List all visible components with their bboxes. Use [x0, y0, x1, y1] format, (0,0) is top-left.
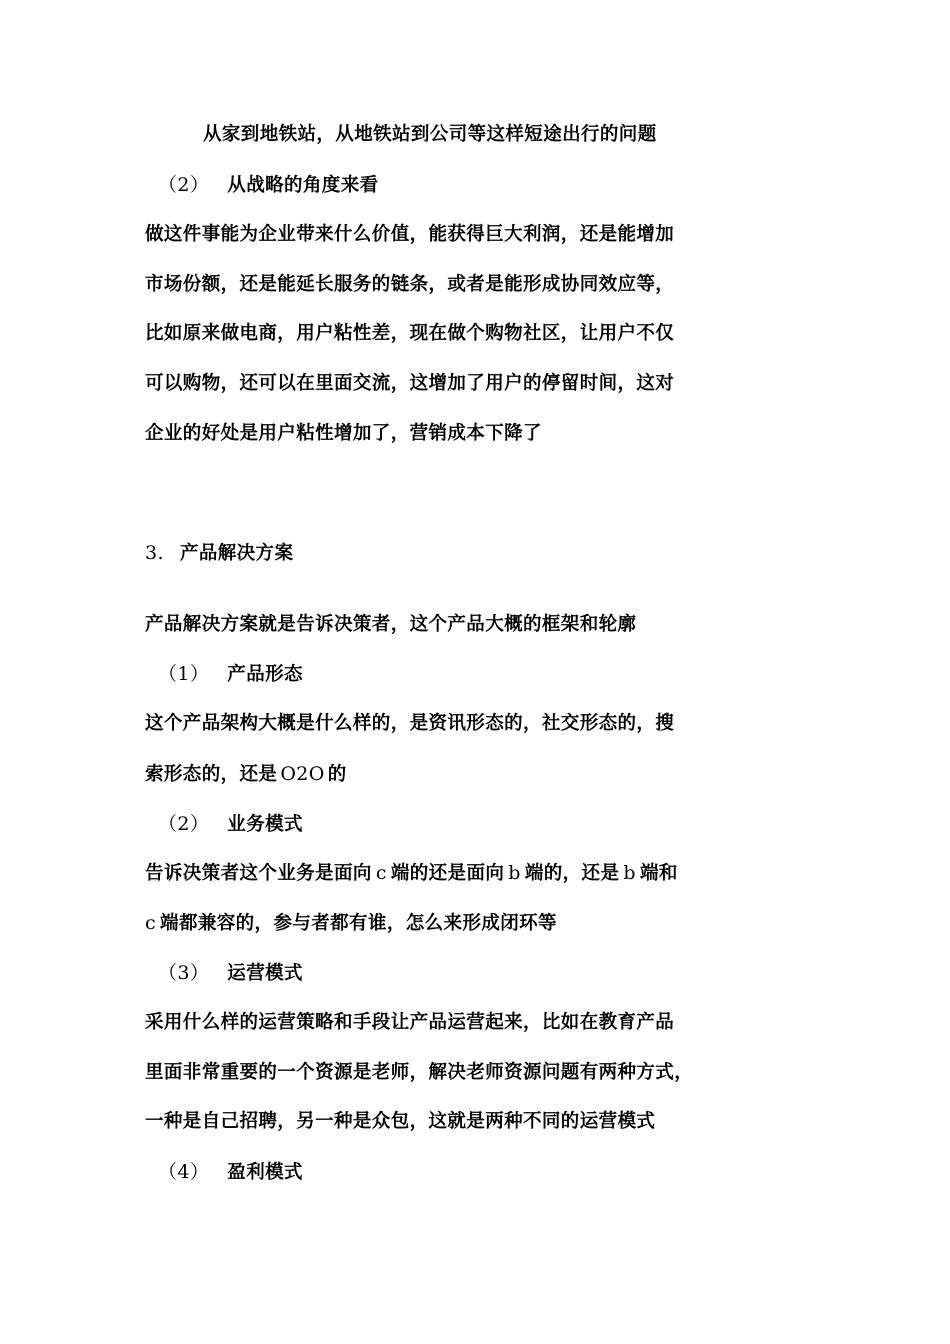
- text-line: 可以购物，还可以在里面交流，这增加了用户的停留时间，这对: [145, 373, 675, 394]
- text-fragment: b: [623, 862, 636, 884]
- subsection-title: 盈利模式: [227, 1162, 303, 1183]
- text-line: 一种是自己招聘，另一种是众包，这就是两种不同的运营模式: [145, 1111, 656, 1132]
- subsection-title: 从战略的角度来看: [227, 175, 379, 196]
- text-line: 从家到地铁站，从地铁站到公司等这样短途出行的问题: [203, 124, 657, 145]
- subsection-heading: [158, 1159, 303, 1186]
- section-heading: [145, 540, 293, 567]
- text-fragment: 端都兼容的，参与者都有谁，怎么来形成闭环等: [160, 913, 557, 934]
- text-line: [145, 860, 678, 887]
- text-line: [145, 761, 347, 788]
- text-line: 产品解决方案就是告诉决策者，这个产品大概的框架和轮廓: [145, 614, 637, 635]
- section-number: 3.: [145, 542, 164, 564]
- text-line: 做这件事能为企业带来什么价值，能获得巨大利润，还是能增加: [145, 224, 675, 245]
- text-fragment: 端的还是面向: [390, 863, 505, 884]
- text-fragment: 索形态的，还是: [145, 764, 278, 785]
- text-fragment: 的: [327, 764, 347, 785]
- text-fragment: 告诉决策者这个业务是面向: [145, 863, 372, 884]
- text-fragment: b: [508, 862, 521, 884]
- subsection-title: 运营模式: [227, 963, 303, 984]
- text-fragment: c: [375, 862, 387, 884]
- subsection-number: （2）: [158, 813, 210, 835]
- subsection-title: 业务模式: [227, 814, 303, 835]
- text-line: 企业的好处是用户粘性增加了，营销成本下降了: [145, 423, 542, 444]
- subsection-heading: [158, 811, 303, 838]
- section-title: 产品解决方案: [179, 543, 294, 564]
- subsection-heading: [158, 960, 303, 987]
- text-line: [145, 910, 557, 937]
- text-line: 这个产品架构大概是什么样的，是资讯形态的，社交形态的，搜: [145, 713, 675, 734]
- subsection-number: （4）: [158, 1161, 210, 1183]
- text-line: 里面非常重要的一个资源是老师，解决老师资源问题有两种方式，: [145, 1062, 694, 1083]
- subsection-number: （3）: [158, 962, 210, 984]
- subsection-heading: [158, 661, 303, 688]
- subsection-title: 产品形态: [227, 664, 303, 685]
- text-fragment: c: [145, 912, 157, 934]
- subsection-number: （1）: [158, 663, 210, 685]
- text-line: 比如原来做电商，用户粘性差，现在做个购物社区，让用户不仅: [145, 323, 675, 344]
- subsection-heading: [158, 172, 379, 199]
- text-fragment: 端和: [639, 863, 678, 884]
- text-fragment: O2O: [280, 763, 325, 785]
- text-fragment: 端的，还是: [524, 863, 620, 884]
- text-line: 采用什么样的运营策略和手段让产品运营起来，比如在教育产品: [145, 1012, 675, 1033]
- text-line: 市场份额，还是能延长服务的链条，或者是能形成协同效应等，: [145, 274, 675, 295]
- subsection-number: （2）: [158, 174, 210, 196]
